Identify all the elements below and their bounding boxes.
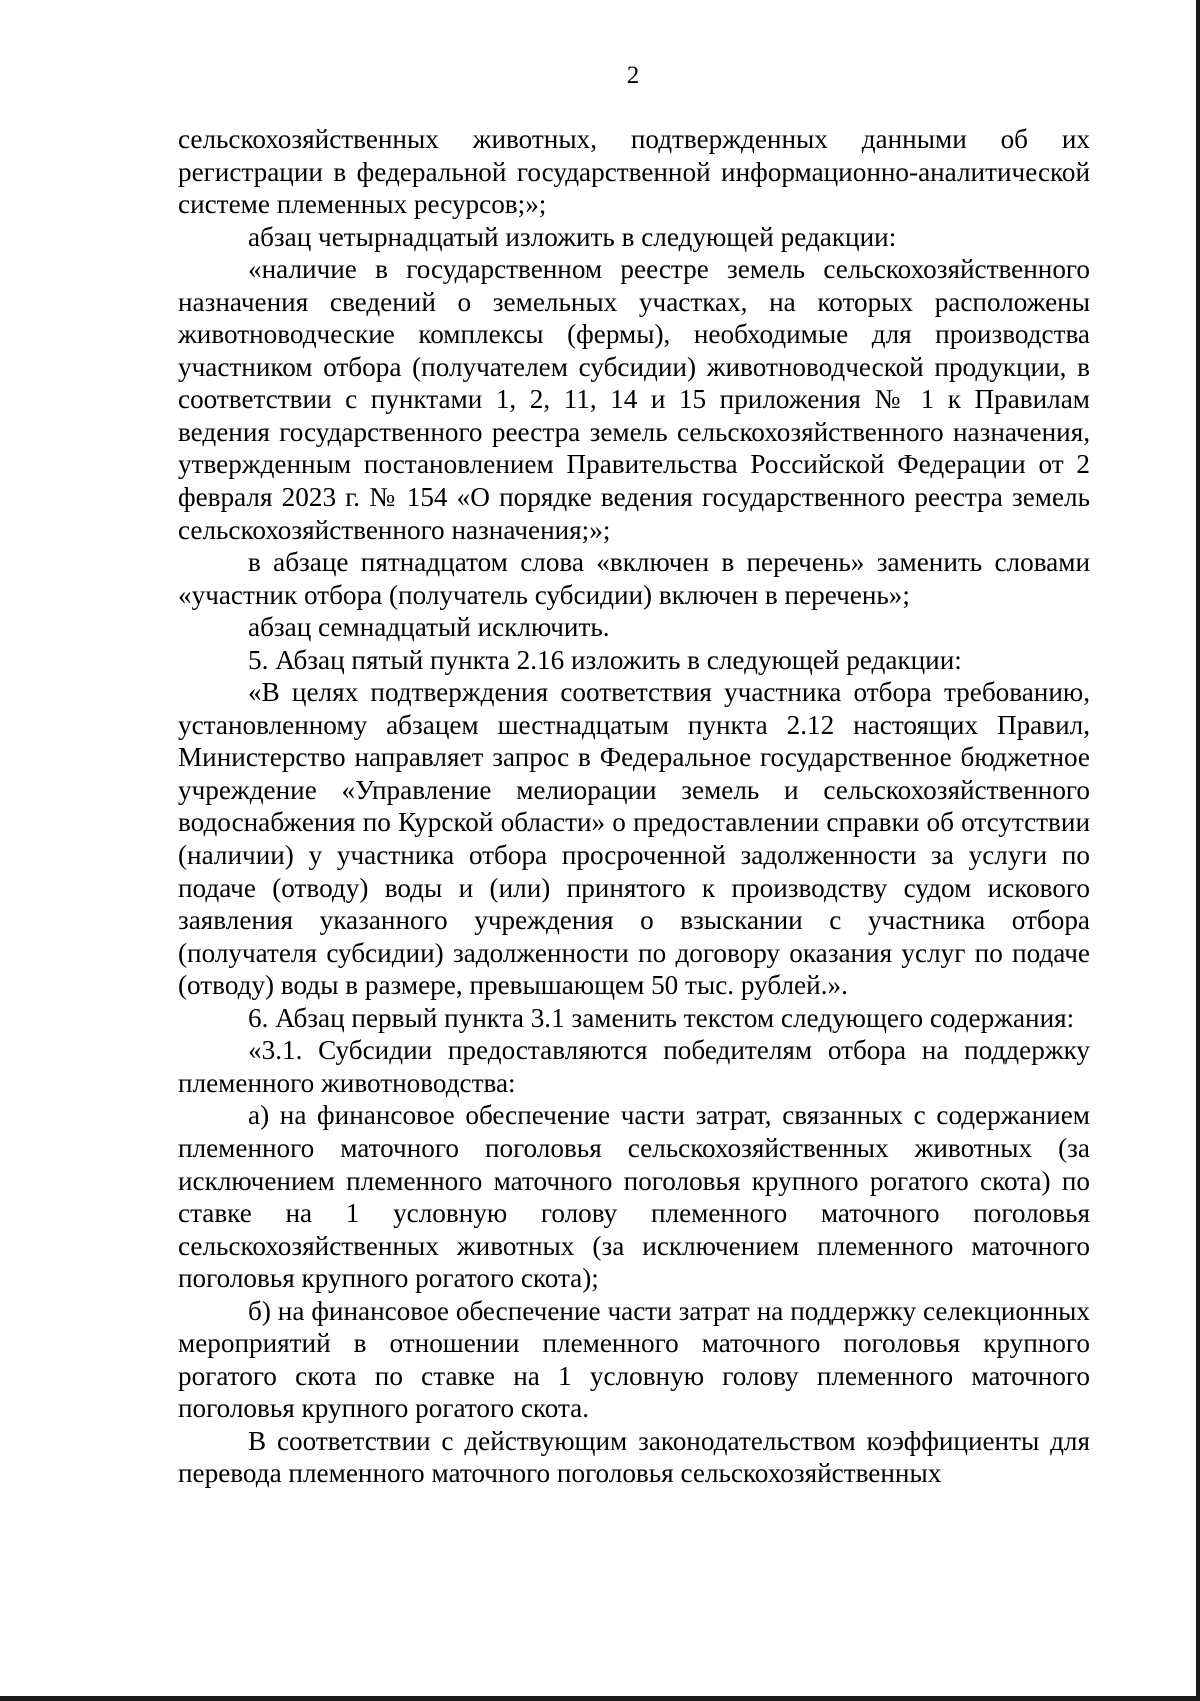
paragraph: 6. Абзац первый пункта 3.1 заменить текстом следующего содержания: <box>248 1002 1075 1033</box>
paragraph: а) на финансовое обеспечение части затрат, связанных с содержанием племенного маточного поголовья сельскохозяйственных животных (за исключением племенного маточного поголовья крупного рогатого скота) по ставке на 1 условную голову племенного маточного поголовья сельскохозяйственных животных (за исключением племенного маточного поголовья крупного рогатого скота); <box>178 1100 1090 1294</box>
paragraph: абзац четырнадцатый изложить в следующей редакции: <box>248 221 897 252</box>
paragraph: в абзаце пятнадцатом слова «включен в перечень» заменить словами «участник отбора (получатель субсидии) включен в перечень»; <box>178 547 1090 610</box>
scan-edge-right <box>1196 0 1200 1701</box>
paragraph: В соответствии с действующим законодательством коэффициенты для перевода племенного маточного поголовья сельскохозяйственных <box>178 1425 1090 1489</box>
paragraph: «В целях подтверждения соответствия участника отбора требованию, установленному абзацем шестнадцатым пункта 2.12 настоящих Правил, Министерство направляет запрос в Федеральное государственное бюджетное учреждение «Управление мелиорации земель и сельскохозяйственного водоснабжения по Курской области» о предоставлении справки об отсутствии (наличии) у участника отбора просроченной задолженности за услуги по подаче (отводу) воды и (или) принятого к производству судом искового заявления указанного учреждения о взыскании с участника отбора (получателя субсидии) задолженности по договору оказания услуг по подаче (отводу) воды в размере, превышающем 50 тыс. рублей.». <box>178 677 1090 1001</box>
paragraph: «3.1. Субсидии предоставляются победителям отбора на поддержку племенного животноводства: <box>178 1035 1090 1098</box>
scan-edge-bottom <box>0 1696 1200 1701</box>
paragraph-continuation: сельскохозяйственных животных, подтвержденных данными об их регистрации в федеральной государственной информационно-аналитической системе племенных ресурсов;»; <box>178 124 1090 220</box>
paragraph: «наличие в государственном реестре земель сельскохозяйственного назначения сведений о земельных участках, на которых расположены животноводческие комплексы (фермы), необходимые для производства участником отбора (получателем субсидии) животноводческой продукции, в соответствии с пунктами 1, 2, 11, 14 и 15 приложения № 1 к Правилам ведения государственного реестра земель сельскохозяйственного назначения, утвержденным постановлением Правительства Российской Федерации от 2 февраля 2023 г. № 154 «О порядке ведения государственного реестра земель сельскохозяйственного назначения;»; <box>178 254 1090 545</box>
paragraph: абзац семнадцатый исключить. <box>248 612 610 643</box>
paragraph: 5. Абзац пятый пункта 2.16 изложить в следующей редакции: <box>248 644 962 675</box>
page-number: 2 <box>626 62 640 89</box>
document-body <box>178 123 1090 1490</box>
paragraph: б) на финансовое обеспечение части затрат на поддержку селекционных мероприятий в отношении племенного маточного поголовья крупного рогатого скота по ставке на 1 условную голову племенного маточного поголовья крупного рогатого скота. <box>178 1295 1090 1424</box>
